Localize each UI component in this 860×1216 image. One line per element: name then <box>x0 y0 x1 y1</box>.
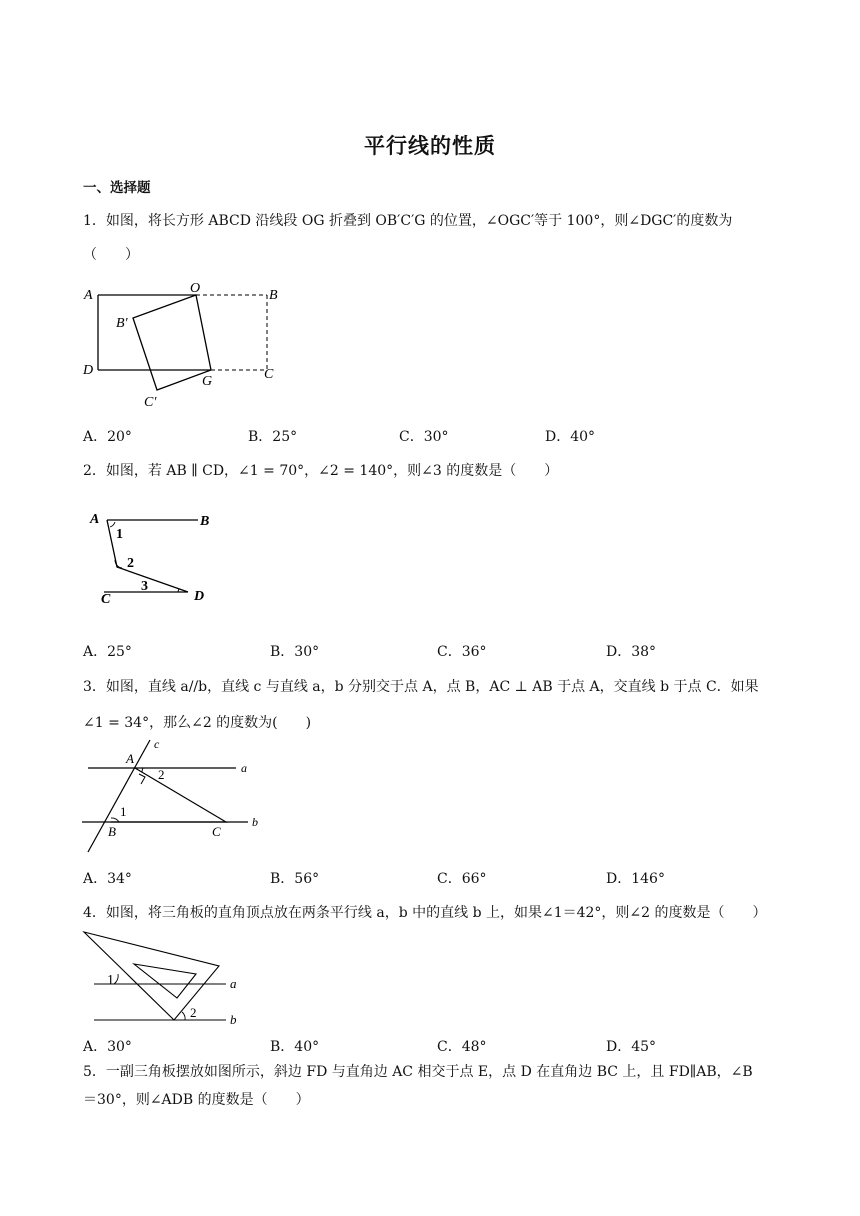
q1-option-c[interactable]: C．30° <box>399 429 449 445</box>
q4-option-d[interactable]: D．45° <box>606 1039 657 1055</box>
fig2-label-1: 1 <box>116 527 123 542</box>
page-title: 平行线的性质 <box>364 134 496 158</box>
fig4-label-2: 2 <box>190 1005 197 1020</box>
fig3-label-a: a <box>241 761 247 775</box>
q4-option-c[interactable]: C．48° <box>437 1039 487 1055</box>
fig4-label-a: a <box>230 976 237 991</box>
question-5-stem: 5．一副三角板摆放如图所示，斜边 FD 与直角边 AC 相交于点 E，点 D 在直角边 BC 上，且 FD∥AB，∠B <box>83 1064 753 1080</box>
q3-option-c[interactable]: C．66° <box>437 871 487 887</box>
q1-option-b[interactable]: B．25° <box>248 429 298 445</box>
fig1-label-C-prime: C′ <box>144 395 157 410</box>
question-4-figure <box>78 926 258 1031</box>
fig1-label-B-prime: B′ <box>116 316 128 331</box>
fig3-label-1: 1 <box>120 804 127 819</box>
q1-option-d[interactable]: D．40° <box>545 429 596 445</box>
q2-option-b[interactable]: B．30° <box>270 644 320 660</box>
fig1-label-D: D <box>83 363 94 378</box>
fig4-label-1: 1 <box>107 973 114 988</box>
question-2-figure <box>84 505 224 605</box>
question-1-stem-cont: （ ） <box>83 247 139 263</box>
fig2-label-C: C <box>101 592 111 605</box>
question-3-stem-cont: ∠1 = 34°，那么∠2 的度数为( ) <box>83 715 312 731</box>
fig1-label-G: G <box>202 374 213 389</box>
question-5-stem-cont: ＝30°，则∠ADB 的度数是（ ） <box>83 1092 310 1108</box>
question-2-stem: 2．如图，若 AB ∥ CD，∠1 = 70°，∠2 = 140°，则∠3 的度数是（ ） <box>83 463 559 479</box>
q3-option-b[interactable]: B．56° <box>270 871 320 887</box>
fig2-label-2: 2 <box>127 556 134 571</box>
question-3-figure <box>78 736 268 856</box>
fig3-label-B: B <box>108 824 116 839</box>
fig1-label-C: C <box>264 367 274 382</box>
q3-option-a[interactable]: A．34° <box>83 871 132 887</box>
fig3-label-2: 2 <box>158 767 165 782</box>
q4-option-b[interactable]: B．40° <box>270 1039 320 1055</box>
fig4-label-b: b <box>230 1012 237 1027</box>
question-4-stem: 4．如图，将三角板的直角顶点放在两条平行线 a，b 中的直线 b 上，如果∠1＝42°，则∠2 的度数是（ ） <box>83 905 767 921</box>
question-1-stem: 1．如图，将长方形 ABCD 沿线段 OG 折叠到 OB′C′G 的位置，∠OGC′等于 100°，则∠DGC′的度数为 <box>83 213 733 229</box>
fig3-label-c: c <box>154 737 160 751</box>
fig2-label-D: D <box>194 589 205 604</box>
fig2-label-A: A <box>90 512 100 527</box>
section-heading: 一、选择题 <box>83 180 151 196</box>
fig2-label-3: 3 <box>141 579 148 594</box>
fig2-label-B: B <box>200 514 210 529</box>
fig3-label-A: A <box>126 751 134 766</box>
question-3-stem: 3．如图，直线 a//b，直线 c 与直线 a，b 分别交于点 A，点 B，AC ⊥ AB 于点 A，交直线 b 于点 C．如果 <box>83 679 759 695</box>
fig3-label-b: b <box>252 815 258 829</box>
q3-option-d[interactable]: D．146° <box>606 871 665 887</box>
q4-option-a[interactable]: A．30° <box>83 1039 132 1055</box>
q2-option-d[interactable]: D．38° <box>606 644 657 660</box>
fig1-label-A: A <box>84 288 93 303</box>
fig1-label-B: B <box>269 288 278 303</box>
fig3-label-C: C <box>212 824 221 839</box>
question-1-figure <box>78 278 298 413</box>
q2-option-a[interactable]: A．25° <box>83 644 132 660</box>
q2-option-c[interactable]: C．36° <box>437 644 487 660</box>
fig1-label-O: O <box>190 281 201 296</box>
q1-option-a[interactable]: A．20° <box>83 429 132 445</box>
